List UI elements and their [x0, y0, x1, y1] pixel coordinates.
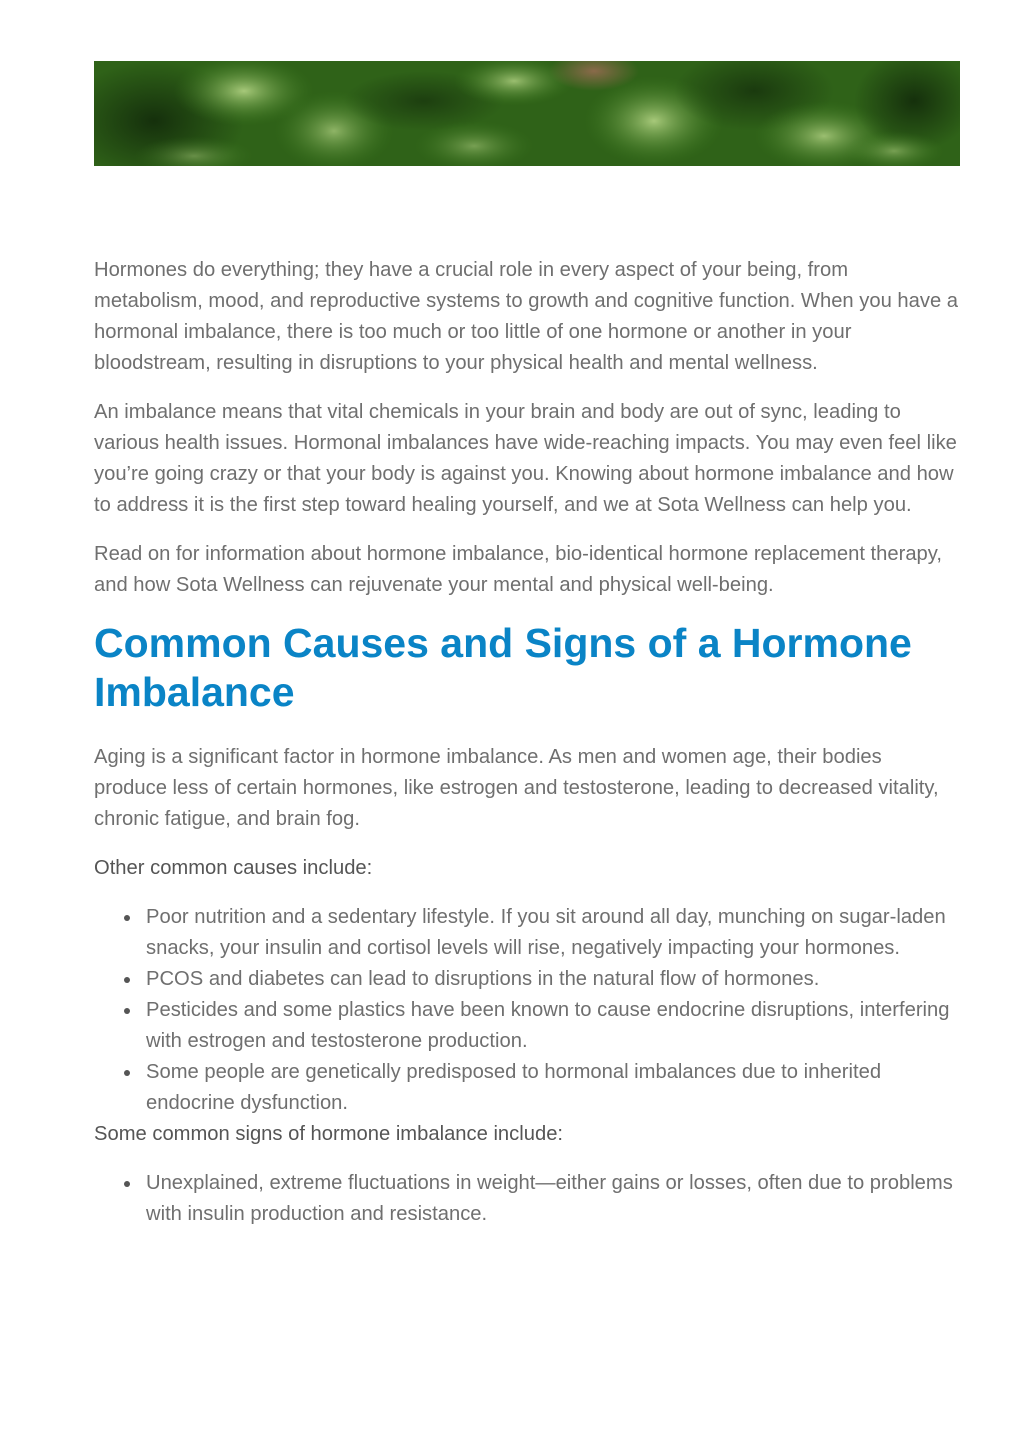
- list-item: Poor nutrition and a sedentary lifestyle. If you sit around all day, munching on sugar-laden snacks, your insulin and cortisol levels will rise, negatively impacting your hormones.: [146, 902, 960, 964]
- signs-list: [94, 1168, 960, 1230]
- list-item: Pesticides and some plastics have been known to cause endocrine disruptions, interfering with estrogen and testosterone production.: [146, 995, 960, 1057]
- signs-intro: Some common signs of hormone imbalance include:: [94, 1123, 564, 1145]
- intro-paragraph-3: Read on for information about hormone imbalance, bio-identical hormone replacement therapy, and how Sota Wellness can rejuvenate your mental and physical well-being.: [94, 543, 942, 596]
- causes-intro: Other common causes include:: [94, 857, 373, 879]
- hero-image: [94, 61, 960, 166]
- intro-paragraph-2: An imbalance means that vital chemicals in your brain and body are out of sync, leading to various health issues. Hormonal imbalances have wide-reaching impacts. You may even feel like you’re going crazy or that your body is against you. Knowing about hormone imbalance and how to address it is the first step toward healing yourself, and we at Sota Wellness can help you.: [94, 401, 957, 516]
- list-item: PCOS and diabetes can lead to disruptions in the natural flow of hormones.: [146, 964, 960, 995]
- aging-paragraph: Aging is a significant factor in hormone imbalance. As men and women age, their bodies produce less of certain hormones, like estrogen and testosterone, leading to decreased vitality, chronic fatigue, and brain fog.: [94, 746, 939, 830]
- list-item: Unexplained, extreme fluctuations in weight—either gains or losses, often due to problems with insulin production and resistance.: [146, 1168, 960, 1230]
- causes-list: [94, 902, 960, 1119]
- foliage-photo-icon: [94, 61, 960, 166]
- section-heading: Common Causes and Signs of a Hormone Imbalance: [94, 620, 912, 715]
- list-item: Some people are genetically predisposed to hormonal imbalances due to inherited endocrine dysfunction.: [146, 1057, 960, 1119]
- article-body: [94, 255, 960, 1230]
- intro-paragraph-1: Hormones do everything; they have a crucial role in every aspect of your being, from metabolism, mood, and reproductive systems to growth and cognitive function. When you have a hormonal imbalance, there is too much or too little of one hormone or another in your bloodstream, resulting in disruptions to your physical health and mental wellness.: [94, 259, 959, 374]
